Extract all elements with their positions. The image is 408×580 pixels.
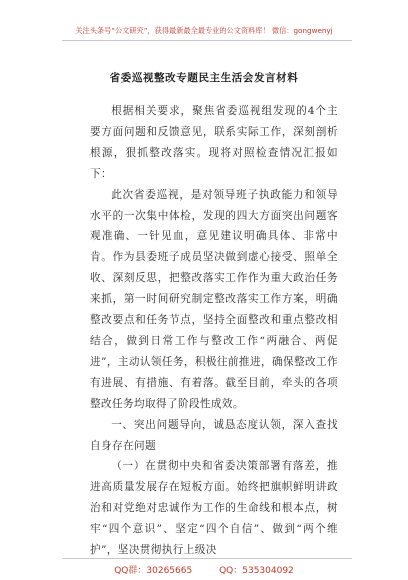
- footer-qq-group: QQ群：30265665: [114, 566, 193, 576]
- document-body: [90, 101, 338, 561]
- paragraph-intro: 根据相关要求，聚焦省委巡视组发现的4个主要方面问题和反馈意见，联系实际工作，深刻剖析根源，狠抓整改落实。现将对照检查情况汇报如下：: [90, 105, 338, 180]
- footer-divider: [62, 558, 352, 559]
- header-banner: 关注头条号“公文研究”，获得最新最全最专业的公文资料库！ 微信：gongwenyj: [75, 26, 333, 35]
- footer-qq: QQ：535304092: [219, 566, 294, 576]
- footer-contact: [0, 563, 408, 576]
- section-heading-1: 一、突出问题导向，诚恳态度认领，深入查找自身存在问题: [90, 418, 338, 452]
- header-divider: [62, 40, 352, 41]
- document-title: 省委巡视整改专题民主生活会发言材料: [109, 72, 299, 84]
- paragraph-subsection-1: （一）在贯彻中央和省委决策部署有落差，推进高质量发展存在短板方面。始终把旗帜鲜明讲政治和对党绝对忠诚作为工作的生命线和根本点，树牢“四个意识”、坚定“四个自信”、做到“两个维护”，坚决贯彻执行上级决: [90, 460, 338, 557]
- paragraph-overview: 此次省委巡视，是对领导班子执政能力和领导水平的一次集中体检，发现的四大方面突出问题客观准确、一针见血，意见建议明确具体、非常中肯。作为县委班子成员坚决做到虚心接受、照单全收、深刻反思，把整改落实工作作为重大政治任务来抓，第一时间研究制定整改落实工作方案，明确整改要点和任务节点，坚持全面整改和重点整改相结合，做到日常工作与整改工作“两融合、两促进”，主动认领任务，积极往前推进，确保整改工作有进展、有措施、有着落。截至目前，牵头的各项整改任务均取得了阶段性成效。: [90, 188, 338, 410]
